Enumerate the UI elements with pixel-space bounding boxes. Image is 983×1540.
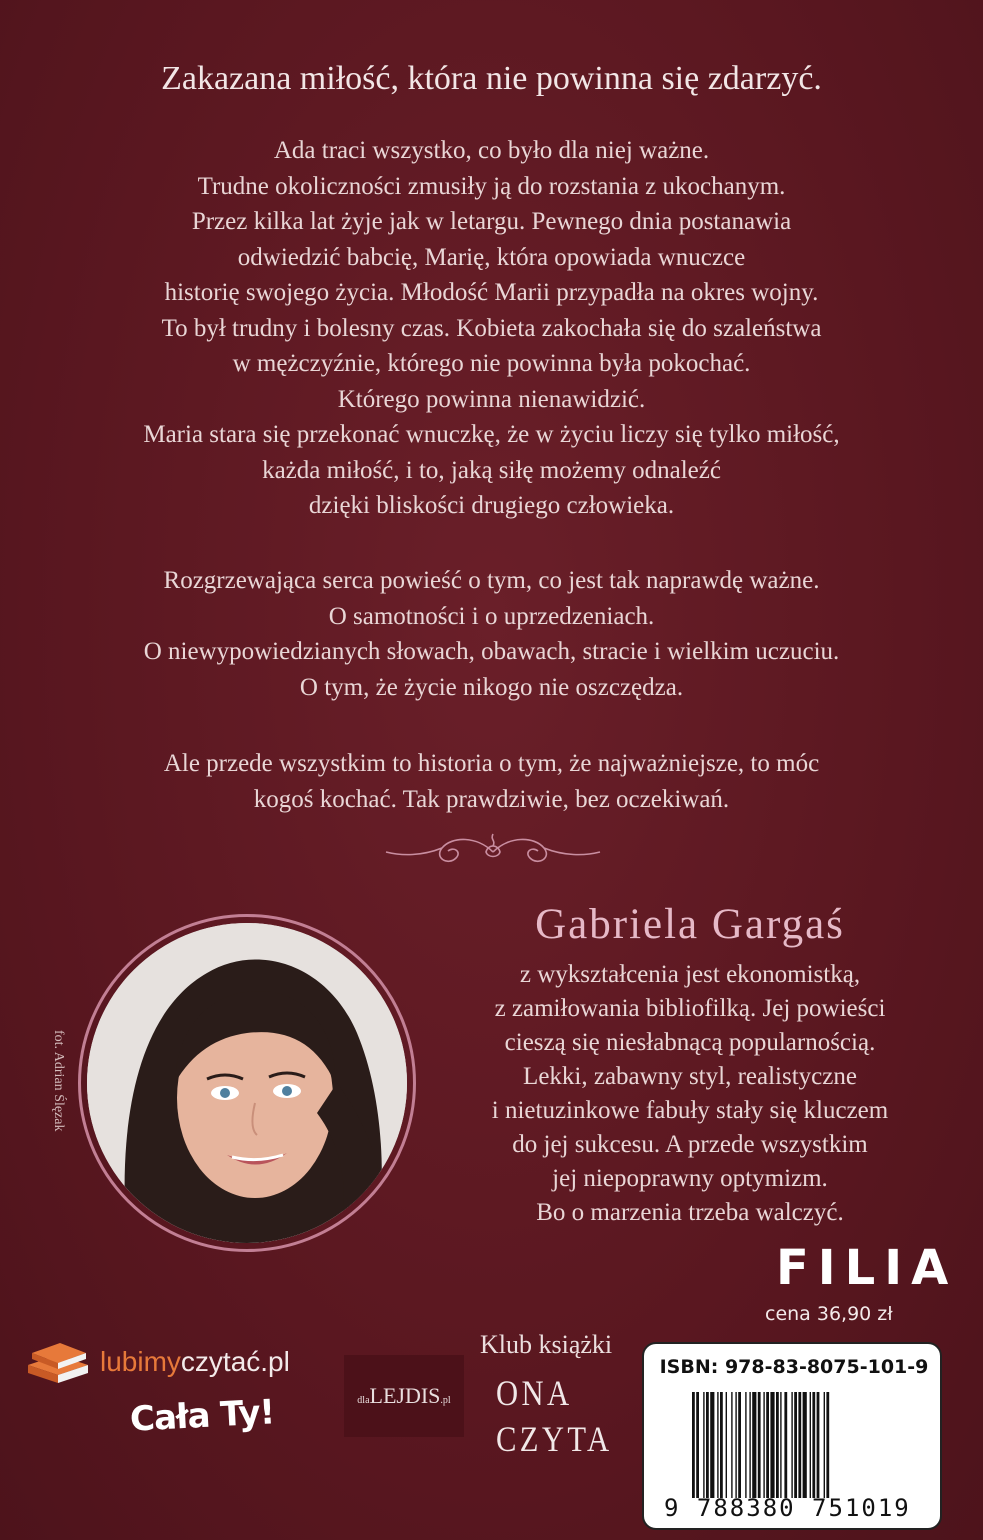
barcode-bar [803,1392,807,1498]
lubimyczytac-logo [100,1346,290,1378]
blurb-line: O samotności i o uprzedzeniach. [328,602,655,630]
blurb-line: Trudne okoliczności zmusiły ją do rozstania z ukochanym. [197,172,786,200]
barcode-bar [826,1392,829,1498]
blurb-line: kogoś kochać. Tak prawdziwie, bez oczekiwań. [253,785,730,813]
bio-line: Bo o marzenia trzeba walczyć. [536,1199,844,1226]
barcode-bar [784,1392,787,1498]
publisher-logo: FILIA [776,1240,958,1296]
blurb-paragraph-1 [0,133,983,524]
blurb-line: odwiedzić babcię, Marię, która opowiada wnuczce [237,243,746,271]
blurb-line: To był trudny i bolesny czas. Kobieta zakochała się do szaleństwa [161,314,822,342]
blurb-line: dzięki bliskości drugiego człowieka. [308,492,675,519]
lejdis-logo [344,1355,464,1437]
portrait-illustration [87,923,407,1243]
barcode-bar [798,1392,801,1498]
author-name: Gabriela Gargaś [535,901,845,948]
barcode-bar [720,1392,723,1498]
lejdis-prefix: dla [357,1395,370,1406]
bio-line: Lekki, zabawny styl, realistyczne [523,1063,857,1090]
blurb-paragraph-3 [0,746,983,817]
barcode-bar [717,1392,718,1498]
czyta-text: CZYTA [496,1419,613,1459]
barcode-bar [812,1392,815,1498]
blurb-line: O tym, że życie nikogo nie oszczędza. [299,673,684,701]
barcode-bar [791,1392,792,1498]
blurb-line: Rozgrzewająca serca powieść o tym, co jest tak naprawdę ważne. [163,567,820,594]
blurb-paragraph-2 [0,563,983,705]
barcode-bar [731,1392,732,1498]
barcode-bar [794,1392,797,1498]
barcode-bar [703,1392,704,1498]
blurb-line: Maria stara się przekonać wnuczkę, że w życiu liczy się tylko miłość, [143,421,840,448]
barcode-bar [696,1392,699,1498]
blurb-line: Którego powinna nienawidzić. [337,385,646,413]
ona-czyta-logo [496,1370,613,1462]
barcode-bar [763,1392,764,1498]
barcode-bar [745,1392,746,1498]
books-stack-icon [22,1335,94,1389]
author-bio [450,958,930,1230]
barcode-panel [642,1342,942,1530]
barcode-bar [766,1392,769,1498]
czytac-text: czytać.pl [180,1346,290,1377]
blurb-line: historię swojego życia. Młodość Marii przypadła na okres wojny. [164,279,819,306]
barcode-bar [770,1392,774,1498]
author-photo [87,923,407,1243]
barcode-bar [817,1392,820,1498]
bio-line: do jej sukcesu. A przede wszystkim [512,1131,868,1158]
lubimy-text: lubimy [100,1346,181,1377]
ornament-flourish [382,826,604,876]
bio-line: cieszą się niesłabnącą popularnością. [504,1029,876,1056]
isbn-label: ISBN: 978-83-8075-101-9 [659,1356,929,1378]
blurb-line: O niewypowiedzianych słowach, obawach, stracie i wielkim uczuciu. [143,638,840,665]
bio-line: i nietuzinkowe fabuły stały się kluczem [491,1097,889,1124]
author-photo-frame [78,914,416,1252]
blurb-line: Przez kilka lat żyje jak w letargu. Pewnego dnia postanawia [191,208,792,235]
headline: Zakazana miłość, która nie powinna się zdarzyć. [161,60,822,97]
barcode-bar [706,1392,709,1498]
lejdis-name: LEJDIS [369,1383,441,1408]
blurb-line: w mężczyźnie, którego nie powinna była pokochać. [232,350,751,377]
barcode-bar [726,1392,727,1498]
calaty-logo: Cała Ty! [129,1392,276,1440]
barcode-bar [758,1392,761,1498]
blurb-line: Ada traci wszystko, co było dla niej ważne. [273,137,710,164]
barcode-bar [824,1392,825,1498]
barcode-bar [752,1392,756,1498]
photo-credit: fot. Adrian Ślęzak [51,1030,66,1132]
barcode-digits: 9 788380 751019 [664,1494,911,1522]
blurb-line: każda miłość, i to, jaką siłę możemy odnaleźć [262,456,721,484]
lejdis-suffix: .pl [440,1395,451,1406]
barcode-bar [710,1392,714,1498]
barcode-bars [692,1392,912,1498]
barcode-bar [692,1392,695,1498]
bio-line: z wykształcenia jest ekonomistką, [519,961,861,988]
bio-line: jej niepoprawny optymizm. [552,1165,828,1192]
barcode-bar [749,1392,750,1498]
barcode-bar [780,1392,781,1498]
barcode-bar [738,1392,741,1498]
price-label: cena 36,90 zł [765,1303,893,1325]
ona-text: ONA [496,1373,573,1413]
klub-ksiazki-label: Klub książki [480,1330,613,1359]
barcode-bar [776,1392,779,1498]
blurb-line: Ale przede wszystkim to historia o tym, że najważniejsze, to móc [163,750,820,777]
bio-line: z zamiłowania bibliofilką. Jej powieści [494,995,886,1022]
barcode-bar [810,1392,811,1498]
barcode-bar [735,1392,736,1498]
